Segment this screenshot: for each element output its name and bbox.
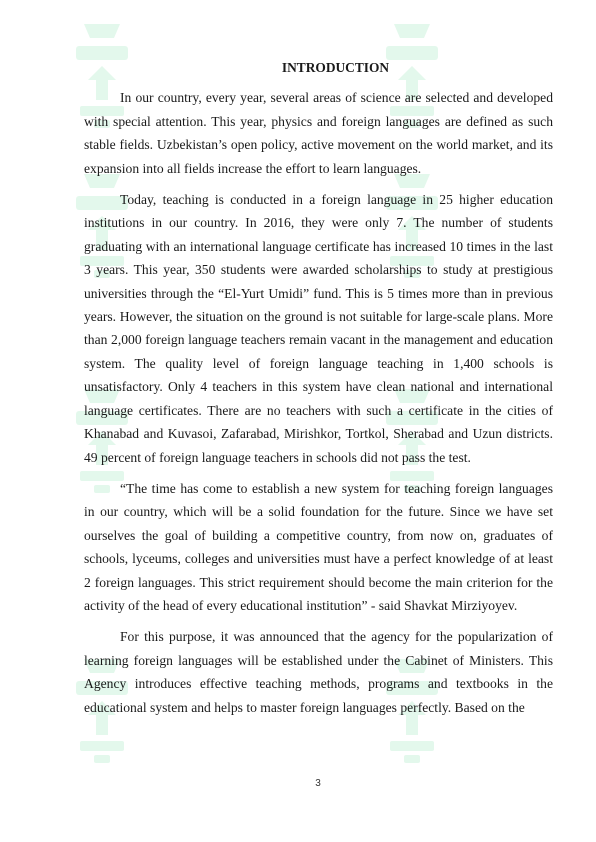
paragraph-4: For this purpose, it was announced that the agency for the popularization of learning foreign languages will be established under the Cabinet of Ministers. This Agency introduces effective teaching methods, programs and textbooks in the educational system and helps to master foreign languages perfectly. Based on the	[84, 629, 553, 715]
section-title: INTRODUCTION	[281, 60, 390, 75]
document-body	[84, 56, 553, 727]
page-number: 3	[315, 778, 321, 789]
paragraph-2: Today, teaching is conducted in a foreign language in 25 higher education institutions in our country. In 2016, they were only 7. The number of students graduating with an international language certificate has increased 10 times in the last 3 years. This year, 350 students were awarded scholarships to study at prestigious universities through the “El-Yurt Umidi” fund. This is 5 times more than in previous years. However, the situation on the ground is not suitable for large-scale plans. More than 2,000 foreign language teachers remain vacant in the management and education system. The quality level of foreign language teaching in 1,400 schools is unsatisfactory. Only 4 teachers in this system have clean national and international language certificates. There are no teachers with such a certificate in the cities of Khanabad and Kuvasoi, Zafarabad, Mirishkor, Tortkol, Sherabad and Uzun districts. 49 percent of foreign language teachers in schools did not pass the test.	[84, 192, 553, 465]
paragraph-3: “The time has come to establish a new system for teaching foreign languages in our country, which will be a solid foundation for the future. Since we have set ourselves the goal of building a competitive country, from now on, graduates of schools, lyceums, colleges and universities must have a perfect knowledge of at least 2 foreign languages. This strict requirement should become the main criterion for the activity of the head of every educational institution” - said Shavkat Mirziyoyev.	[84, 480, 553, 613]
paragraph-1: In our country, every year, several areas of science are selected and developed with special attention. This year, physics and foreign languages are defined as such stable fields. Uzbekistan’s open policy, active movement on the world market, and its expansion into all fields increase the effort to learn languages.	[84, 90, 553, 176]
